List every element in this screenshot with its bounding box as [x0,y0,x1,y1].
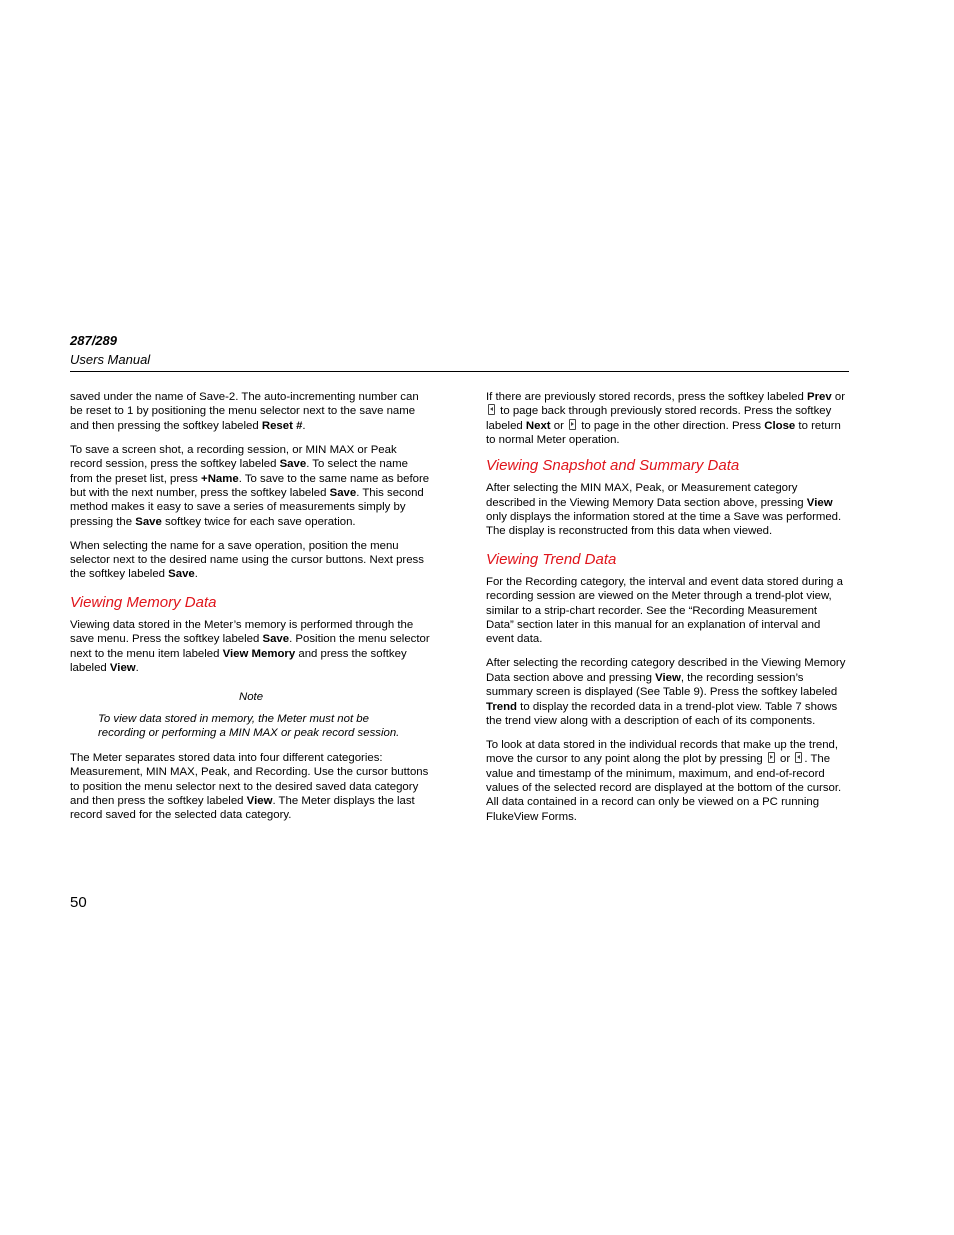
paragraph: saved under the name of Save-2. The auto-incrementing number can be reset to 1 by positioning the menu selector next to the save name and then pressing the softkey labeled Reset #. [70,391,419,432]
left-column [70,390,432,832]
section-heading: Viewing Snapshot and Summary Data [486,457,740,475]
paragraph: If there are previously stored records, press the softkey labeled Prev or to page back through previously stored records. Press the softkey labeled Next or to page in the other direction. Press Close to return to normal Meter operation. [486,391,845,447]
note-body: To view data stored in memory, the Meter must not be recording or performing a MIN MAX or peak record session. [98,712,400,740]
manual-title: Users Manual [70,352,151,367]
header-rule [70,371,849,372]
model-number: 287/289 [70,333,117,348]
paragraph: For the Recording category, the interval and event data stored during a recording session are viewed on the Meter through a trend-plot view, similar to a strip-chart recorder. See the “Recording Measurement Data” section later in this manual for an explanation of interval and event data. [486,575,843,646]
section-heading: Viewing Memory Data [70,593,217,611]
right-column [486,390,848,834]
left-arrow-key-icon [795,752,802,763]
paragraph: The Meter separates stored data into four different categories: Measurement, MIN MAX, Peak, and Recording. Use the cursor buttons to position the menu selector next to the desired saved data category and then press the softkey labeled View. The Meter displays the last record saved for the selected data category. [70,751,429,822]
page-header [70,332,849,368]
page-number: 50 [70,894,87,911]
paragraph: After selecting the recording category described in the Viewing Memory Data section above and pressing View, the recording session’s summary screen is displayed (See Table 9). Press the softkey labeled Trend to display the recorded data in a trend-plot view. Table 7 shows the trend view along with a description of each of its components. [486,657,846,727]
left-arrow-key-icon [488,404,495,415]
right-arrow-key-icon [569,419,576,430]
paragraph: After selecting the MIN MAX, Peak, or Measurement category described in the Viewing Memory Data section above, pressing View only displays the information stored at the time a Save was performed. The display is reconstructed from this data when viewed. [486,482,842,538]
right-arrow-key-icon [768,752,775,763]
section-heading: Viewing Trend Data [486,550,617,568]
paragraph: When selecting the name for a save operation, position the menu selector next to the desired name using the cursor buttons. Next press the softkey labeled Save. [70,539,424,581]
note-title: Note [238,690,264,703]
paragraph: To look at data stored in the individual records that make up the trend, move the cursor to any point along the plot by pressing or . The value and timestamp of the minimum, maximum, and end-of-record values of the selected record are displayed at the bottom of the cursor. All data contained in a record can only be viewed on a PC running FlukeView Forms. [486,738,842,823]
paragraph: Viewing data stored in the Meter’s memory is performed through the save menu. Press the softkey labeled Save. Position the menu selector next to the menu item labeled View Memory and press the softkey labeled View. [70,618,430,675]
paragraph: To save a screen shot, a recording session, or MIN MAX or Peak record session, press the softkey labeled Save. To select the name from the preset list, press +Name. To save to the same name as before but with the next number, press the softkey labeled Save. This second method makes it easy to save a series of measurements simply by pressing the Save softkey twice for each save operation. [70,443,430,528]
